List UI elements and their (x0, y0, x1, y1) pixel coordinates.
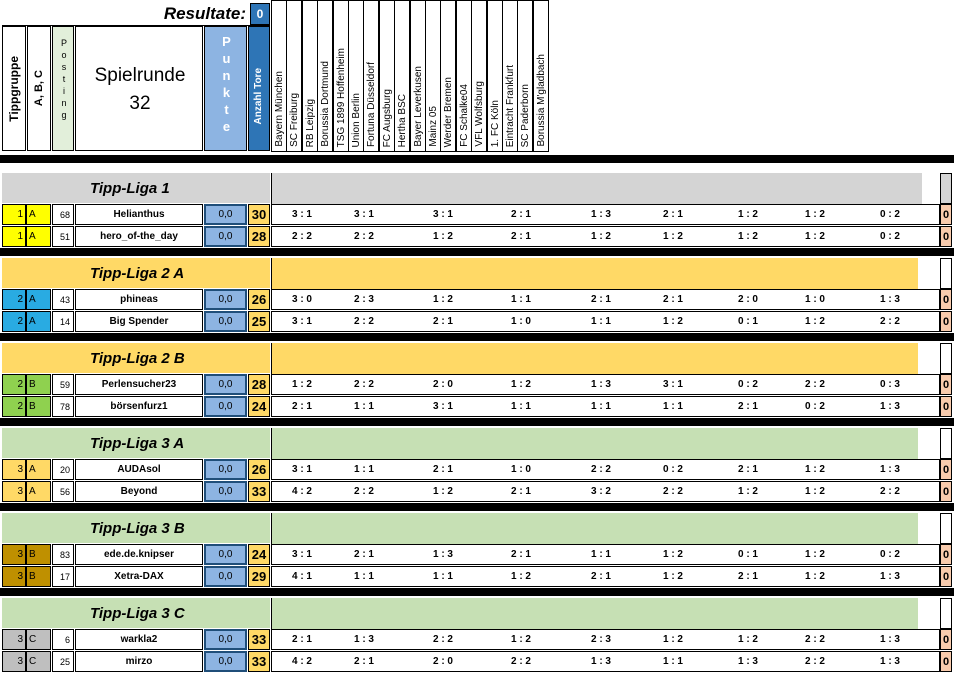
tip-result: 2 : 2 (804, 656, 825, 667)
tip-result: 2 : 1 (737, 464, 758, 475)
tip-result: 0 : 1 (737, 549, 758, 560)
team-name: Union Berlin (351, 92, 362, 147)
total-cell: 0 (940, 396, 952, 417)
tip-result: 1 : 1 (662, 656, 683, 667)
posting-cell: 14 (52, 311, 74, 332)
gruppe-cell: 3 (2, 459, 26, 480)
tip-result: 3 : 1 (291, 464, 312, 475)
total-cell: 0 (940, 566, 952, 587)
tip-result: 1 : 3 (879, 294, 900, 305)
separator-bar (0, 503, 954, 511)
team-column-header (456, 0, 472, 152)
spielrunde-header (75, 26, 203, 151)
tippgruppe-header (2, 26, 26, 151)
total-cell: 0 (940, 544, 952, 565)
tore-cell: 24 (248, 544, 270, 565)
separator-bar (0, 248, 954, 256)
posting-cell: 17 (52, 566, 74, 587)
group-band (271, 513, 918, 544)
tip-result: 2 : 2 (291, 231, 312, 242)
spacer-row (0, 163, 954, 171)
player-name: Helianthus (75, 204, 203, 225)
tip-result: 1 : 3 (879, 464, 900, 475)
spielrunde-number: 32 (129, 93, 151, 114)
team-column-header (348, 0, 364, 152)
tip-result: 2 : 1 (432, 464, 453, 475)
tip-result: 2 : 1 (510, 231, 531, 242)
tip-result: 1 : 2 (804, 316, 825, 327)
tip-result: 0 : 3 (879, 379, 900, 390)
posting-cell: 83 (52, 544, 74, 565)
tip-result: 1 : 1 (590, 401, 611, 412)
punkte-header (204, 26, 247, 151)
team-column-header (502, 0, 518, 152)
tip-result: 3 : 1 (353, 209, 374, 220)
tip-result: 1 : 2 (804, 231, 825, 242)
team-name: Werder Bremen (443, 76, 454, 147)
gruppe-cell: 3 (2, 481, 26, 502)
tip-result: 1 : 1 (590, 316, 611, 327)
player-name: ede.de.knipser (75, 544, 203, 565)
group-title: Tipp-Liga 2 B (90, 350, 185, 367)
tip-result: 3 : 1 (432, 209, 453, 220)
team-name: Bayern München (274, 71, 285, 147)
tip-result: 1 : 2 (737, 209, 758, 220)
tip-result: 2 : 1 (737, 571, 758, 582)
player-name: Perlensucher23 (75, 374, 203, 395)
tip-result: 0 : 2 (804, 401, 825, 412)
separator-bar (0, 333, 954, 341)
total-cell: 0 (940, 629, 952, 650)
player-name: phineas (75, 289, 203, 310)
tip-result: 2 : 1 (353, 656, 374, 667)
posting-cell: 6 (52, 629, 74, 650)
gruppe-cell: 2 (2, 374, 26, 395)
team-name: Borussia Dortmund (320, 61, 331, 147)
tip-result: 2 : 3 (590, 634, 611, 645)
tore-cell: 29 (248, 566, 270, 587)
tip-result: 1 : 1 (432, 571, 453, 582)
group-band-end (940, 428, 952, 459)
tip-result: 2 : 2 (353, 231, 374, 242)
resultate-value: 0 (250, 3, 270, 25)
separator-bar (0, 588, 954, 596)
team-column-header (471, 0, 487, 152)
group-title: Tipp-Liga 3 B (90, 520, 185, 537)
tip-result: 1 : 3 (590, 209, 611, 220)
posting-cell: 43 (52, 289, 74, 310)
group-title: Tipp-Liga 3 C (90, 605, 185, 622)
team-column-header (363, 0, 379, 152)
tore-cell: 28 (248, 226, 270, 247)
tip-result: 4 : 2 (291, 486, 312, 497)
total-cell: 0 (940, 289, 952, 310)
total-cell: 0 (940, 226, 952, 247)
tip-result: 1 : 2 (432, 294, 453, 305)
tip-result: 2 : 2 (662, 486, 683, 497)
group-band-end (940, 343, 952, 374)
tore-cell: 33 (248, 629, 270, 650)
tip-result: 1 : 2 (432, 486, 453, 497)
gruppe-cell: 3 (2, 544, 26, 565)
spielrunde-label: Spielrunde (94, 65, 186, 86)
team-name: RB Leipzig (305, 98, 316, 147)
posting-cell: 25 (52, 651, 74, 672)
tip-result: 2 : 0 (432, 379, 453, 390)
posting-cell: 78 (52, 396, 74, 417)
player-name: warkla2 (75, 629, 203, 650)
player-name: hero_of-the_day (75, 226, 203, 247)
group-band (271, 173, 922, 204)
tip-result: 1 : 0 (510, 464, 531, 475)
tip-result: 2 : 1 (353, 549, 374, 560)
total-cell: 0 (940, 204, 952, 225)
tip-result: 1 : 2 (662, 571, 683, 582)
group-band (271, 343, 918, 374)
tip-result: 0 : 2 (879, 549, 900, 560)
tip-result: 2 : 2 (879, 316, 900, 327)
tip-result: 1 : 2 (737, 634, 758, 645)
tip-result: 2 : 2 (432, 634, 453, 645)
abc-label: A, B, C (33, 69, 45, 106)
tip-result: 2 : 1 (291, 634, 312, 645)
tore-cell: 33 (248, 481, 270, 502)
group-band-end (940, 513, 952, 544)
resultate-label: Resultate: (163, 4, 246, 23)
tip-result: 1 : 1 (353, 571, 374, 582)
tip-result: 1 : 1 (510, 401, 531, 412)
player-name: Xetra-DAX (75, 566, 203, 587)
punkte-cell: 0,0 (204, 544, 247, 565)
team-column-header (333, 0, 349, 152)
tip-result: 1 : 2 (804, 571, 825, 582)
tip-result: 0 : 1 (737, 316, 758, 327)
team-name: FC Schalke04 (459, 84, 470, 147)
tore-cell: 26 (248, 459, 270, 480)
tip-result: 2 : 0 (737, 294, 758, 305)
team-name: FC Augsburg (382, 88, 393, 147)
tip-result: 1 : 0 (804, 294, 825, 305)
tip-result: 1 : 3 (353, 634, 374, 645)
header-spacer (2, 0, 270, 26)
tip-result: 2 : 3 (353, 294, 374, 305)
tore-cell: 30 (248, 204, 270, 225)
abc-cell: A (26, 311, 51, 332)
tip-result: 2 : 1 (510, 209, 531, 220)
tip-result: 2 : 0 (432, 656, 453, 667)
total-cell: 0 (940, 481, 952, 502)
posting-header (52, 26, 74, 151)
tip-result: 1 : 2 (804, 486, 825, 497)
tore-cell: 28 (248, 374, 270, 395)
player-name: Beyond (75, 481, 203, 502)
team-name: Mainz 05 (428, 106, 439, 147)
punkte-cell: 0,0 (204, 566, 247, 587)
tip-result: 0 : 2 (879, 231, 900, 242)
tip-result: 1 : 2 (590, 231, 611, 242)
posting-cell: 59 (52, 374, 74, 395)
tip-result: 1 : 2 (510, 379, 531, 390)
player-name: börsenfurz1 (75, 396, 203, 417)
separator-bar (0, 418, 954, 426)
abc-cell: A (26, 226, 51, 247)
tip-result: 2 : 1 (590, 294, 611, 305)
tip-result: 3 : 1 (291, 316, 312, 327)
punkte-cell: 0,0 (204, 204, 247, 225)
tip-result: 1 : 1 (590, 549, 611, 560)
gruppe-cell: 3 (2, 566, 26, 587)
team-column-header (487, 0, 503, 152)
total-cell: 0 (940, 651, 952, 672)
team-column-header (379, 0, 395, 152)
team-name: 1. FC Köln (490, 99, 501, 147)
team-column-header (286, 0, 302, 152)
team-name: SC Paderborn (520, 83, 531, 147)
abc-cell: A (26, 481, 51, 502)
player-name: mirzo (75, 651, 203, 672)
tip-result: 1 : 2 (291, 379, 312, 390)
player-name: Big Spender (75, 311, 203, 332)
tip-result: 1 : 3 (432, 549, 453, 560)
tip-result: 3 : 2 (590, 486, 611, 497)
group-band-end (940, 258, 952, 289)
tip-result: 2 : 1 (291, 401, 312, 412)
tip-result: 2 : 2 (353, 379, 374, 390)
punkte-cell: 0,0 (204, 459, 247, 480)
tip-result: 4 : 2 (291, 656, 312, 667)
team-name: SC Freiburg (289, 93, 300, 147)
abc-cell: B (26, 544, 51, 565)
team-name: Bayer Leverkusen (413, 66, 424, 147)
tip-result: 0 : 2 (879, 209, 900, 220)
group-band-end (940, 173, 952, 204)
tip-result: 4 : 1 (291, 571, 312, 582)
punkte-cell: 0,0 (204, 311, 247, 332)
abc-cell: A (26, 204, 51, 225)
tip-result: 2 : 2 (879, 486, 900, 497)
team-column-header (302, 0, 318, 152)
tip-result: 2 : 1 (510, 549, 531, 560)
tip-result: 2 : 2 (804, 634, 825, 645)
total-cell: 0 (940, 311, 952, 332)
team-column-header (410, 0, 426, 152)
tip-result: 0 : 2 (737, 379, 758, 390)
team-column-header (533, 0, 549, 152)
punkte-label: P u n k t e (222, 34, 231, 134)
tippgruppe-label: Tippgruppe (7, 56, 21, 122)
total-cell: 0 (940, 459, 952, 480)
abc-cell: B (26, 566, 51, 587)
tip-result: 1 : 1 (662, 401, 683, 412)
gruppe-cell: 2 (2, 396, 26, 417)
tip-result: 3 : 1 (432, 401, 453, 412)
group-band (271, 258, 918, 289)
total-cell: 0 (940, 374, 952, 395)
tip-result: 1 : 2 (662, 231, 683, 242)
punkte-cell: 0,0 (204, 629, 247, 650)
team-name: Hertha BSC (397, 93, 408, 147)
team-name: VFL Wolfsburg (474, 81, 485, 147)
punkte-cell: 0,0 (204, 651, 247, 672)
team-column-header (317, 0, 333, 152)
tip-result: 1 : 2 (662, 316, 683, 327)
group-title: Tipp-Liga 3 A (90, 435, 185, 452)
gruppe-cell: 3 (2, 629, 26, 650)
abc-cell: C (26, 651, 51, 672)
tip-result: 3 : 0 (291, 294, 312, 305)
tore-cell: 26 (248, 289, 270, 310)
abc-cell: B (26, 374, 51, 395)
posting-cell: 51 (52, 226, 74, 247)
anzahl-tore-header (248, 26, 270, 151)
team-column-header (517, 0, 533, 152)
tip-result: 3 : 1 (291, 549, 312, 560)
posting-cell: 56 (52, 481, 74, 502)
tip-result: 1 : 3 (737, 656, 758, 667)
tip-result: 1 : 2 (804, 209, 825, 220)
gruppe-cell: 1 (2, 204, 26, 225)
abc-header (27, 26, 51, 151)
team-column-header (425, 0, 441, 152)
team-name: Borussia M'gladbach (536, 54, 547, 147)
abc-cell: A (26, 459, 51, 480)
abc-cell: B (26, 396, 51, 417)
group-title: Tipp-Liga 1 (90, 180, 170, 197)
tip-result: 1 : 1 (353, 464, 374, 475)
tore-cell: 25 (248, 311, 270, 332)
team-column-header (271, 0, 287, 152)
tip-result: 1 : 3 (879, 656, 900, 667)
abc-cell: C (26, 629, 51, 650)
team-name: Fortuna Düsseldorf (366, 61, 377, 147)
tip-result: 2 : 2 (590, 464, 611, 475)
tip-result: 1 : 2 (662, 634, 683, 645)
tip-result: 1 : 2 (510, 571, 531, 582)
separator-bar (0, 155, 954, 163)
tip-result: 1 : 0 (510, 316, 531, 327)
tip-result: 3 : 1 (662, 379, 683, 390)
gruppe-cell: 1 (2, 226, 26, 247)
tip-result: 1 : 2 (510, 634, 531, 645)
punkte-cell: 0,0 (204, 226, 247, 247)
group-title: Tipp-Liga 2 A (90, 265, 185, 282)
punkte-cell: 0,0 (204, 396, 247, 417)
tip-result: 1 : 2 (804, 549, 825, 560)
tip-result: 2 : 2 (353, 486, 374, 497)
tip-result: 1 : 1 (353, 401, 374, 412)
tip-result: 0 : 2 (662, 464, 683, 475)
tip-result: 2 : 2 (804, 379, 825, 390)
tore-cell: 33 (248, 651, 270, 672)
posting-label: P o s t i n g (60, 38, 67, 120)
group-band (271, 598, 918, 629)
tore-cell: 24 (248, 396, 270, 417)
group-band (271, 428, 918, 459)
posting-cell: 20 (52, 459, 74, 480)
gruppe-cell: 2 (2, 289, 26, 310)
abc-cell: A (26, 289, 51, 310)
player-name: AUDAsol (75, 459, 203, 480)
tip-result: 2 : 1 (590, 571, 611, 582)
team-name: Eintracht Frankfurt (505, 64, 516, 147)
punkte-cell: 0,0 (204, 481, 247, 502)
tip-result: 2 : 1 (737, 401, 758, 412)
anzahl-tore-label: Anzahl Tore (253, 67, 264, 124)
gruppe-cell: 2 (2, 311, 26, 332)
tip-result: 1 : 2 (737, 486, 758, 497)
tip-result: 2 : 1 (662, 294, 683, 305)
tip-result: 1 : 2 (432, 231, 453, 242)
tip-result: 1 : 2 (662, 549, 683, 560)
tip-result: 2 : 2 (510, 656, 531, 667)
tip-result: 1 : 3 (879, 634, 900, 645)
posting-cell: 68 (52, 204, 74, 225)
team-name: TSG 1899 Hoffenheim (336, 47, 347, 147)
tip-result: 1 : 2 (737, 231, 758, 242)
tip-result: 2 : 2 (353, 316, 374, 327)
gruppe-cell: 3 (2, 651, 26, 672)
punkte-cell: 0,0 (204, 289, 247, 310)
team-column-header (440, 0, 456, 152)
tip-result: 2 : 1 (662, 209, 683, 220)
tip-result: 1 : 3 (879, 571, 900, 582)
tip-result: 1 : 2 (804, 464, 825, 475)
tip-result: 1 : 3 (590, 379, 611, 390)
punkte-cell: 0,0 (204, 374, 247, 395)
tip-result: 1 : 3 (590, 656, 611, 667)
tip-result: 2 : 1 (432, 316, 453, 327)
tip-result: 2 : 1 (510, 486, 531, 497)
group-band-end (940, 598, 952, 629)
team-column-header (394, 0, 410, 152)
tip-result: 3 : 1 (291, 209, 312, 220)
tip-result: 1 : 3 (879, 401, 900, 412)
tip-result: 1 : 1 (510, 294, 531, 305)
